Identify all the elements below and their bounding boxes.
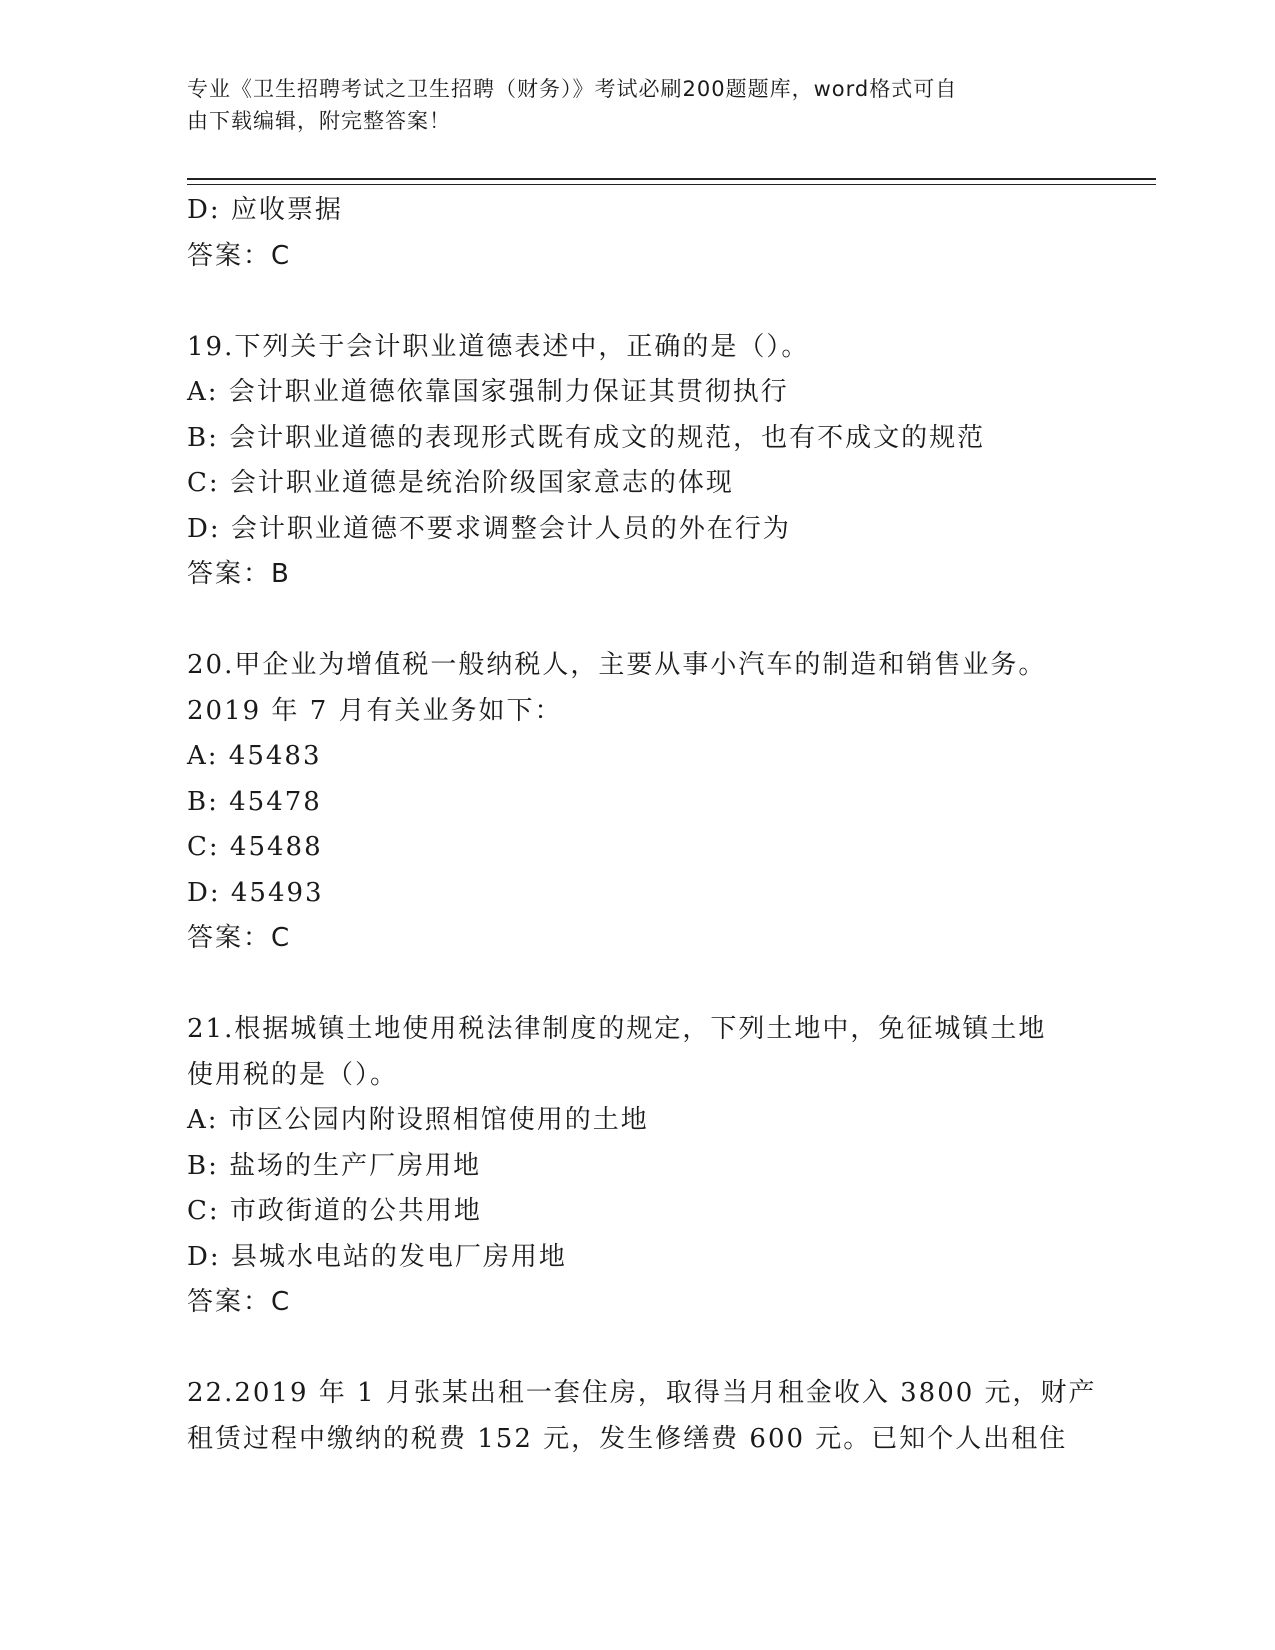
question-22 [187, 1371, 1097, 1462]
spacer [187, 279, 1087, 325]
option-d: D: 45493 [187, 877, 324, 908]
header-rule-thin [187, 184, 1156, 185]
question-21 [187, 1007, 1087, 1326]
header-line-2: 由下载编辑，附完整答案！ [187, 109, 451, 133]
question-stem-line-2: 租赁过程中缴纳的税费 152 元，发生修缮费 600 元。已知个人出租住 [187, 1423, 1068, 1454]
question-19 [187, 325, 1087, 598]
option-b: B: 会计职业道德的表现形式既有成文的规范，也有不成文的规范 [187, 422, 986, 453]
prev-answer: 答案：C [187, 240, 292, 271]
option-c: C: 会计职业道德是统治阶级国家意志的体现 [187, 468, 734, 498]
question-stem-line-2: 2019 年 7 月有关业务如下： [187, 695, 563, 726]
spacer [187, 598, 1087, 644]
question-content [187, 188, 1097, 1462]
page-header [187, 73, 1067, 137]
option-d: D: 会计职业道德不要求调整会计人员的外在行为 [187, 513, 791, 544]
option-b: B: 盐场的生产厂房用地 [187, 1150, 482, 1181]
question-stem: 19.下列关于会计职业道德表述中，正确的是（）。 [187, 331, 810, 362]
question-stem-line-1: 20.甲企业为增值税一般纳税人，主要从事小汽车的制造和销售业务。 [187, 650, 1047, 680]
prev-option-d: D: 应收票据 [187, 195, 343, 225]
option-c: C: 市政街道的公共用地 [187, 1196, 482, 1226]
question-stem-line-2: 使用税的是（）。 [187, 1059, 399, 1090]
header-line-1: 专业《卫生招聘考试之卫生招聘（财务）》考试必刷200题题库，word格式可自 [187, 77, 958, 101]
question-stem-line-1: 21.根据城镇土地使用税法律制度的规定，下列土地中，免征城镇土地 [187, 1014, 1047, 1044]
header-rule-thick [187, 178, 1156, 180]
option-d: D: 县城水电站的发电厂房用地 [187, 1241, 567, 1272]
option-c: C: 45488 [187, 832, 323, 862]
spacer [187, 962, 1087, 1008]
option-b: B: 45478 [187, 786, 322, 817]
option-a: A: 45483 [187, 741, 322, 771]
answer: 答案：C [187, 923, 292, 953]
question-20 [187, 643, 1087, 962]
option-a: A: 市区公园内附设照相馆使用的土地 [187, 1105, 649, 1135]
answer: 答案：B [187, 559, 291, 589]
answer: 答案：C [187, 1287, 292, 1317]
option-a: A: 会计职业道德依靠国家强制力保证其贯彻执行 [187, 377, 789, 407]
spacer [187, 1326, 1087, 1372]
question-stem-line-1: 22.2019 年 1 月张某出租一套住房，取得当月租金收入 3800 元，财产 [187, 1378, 1097, 1408]
